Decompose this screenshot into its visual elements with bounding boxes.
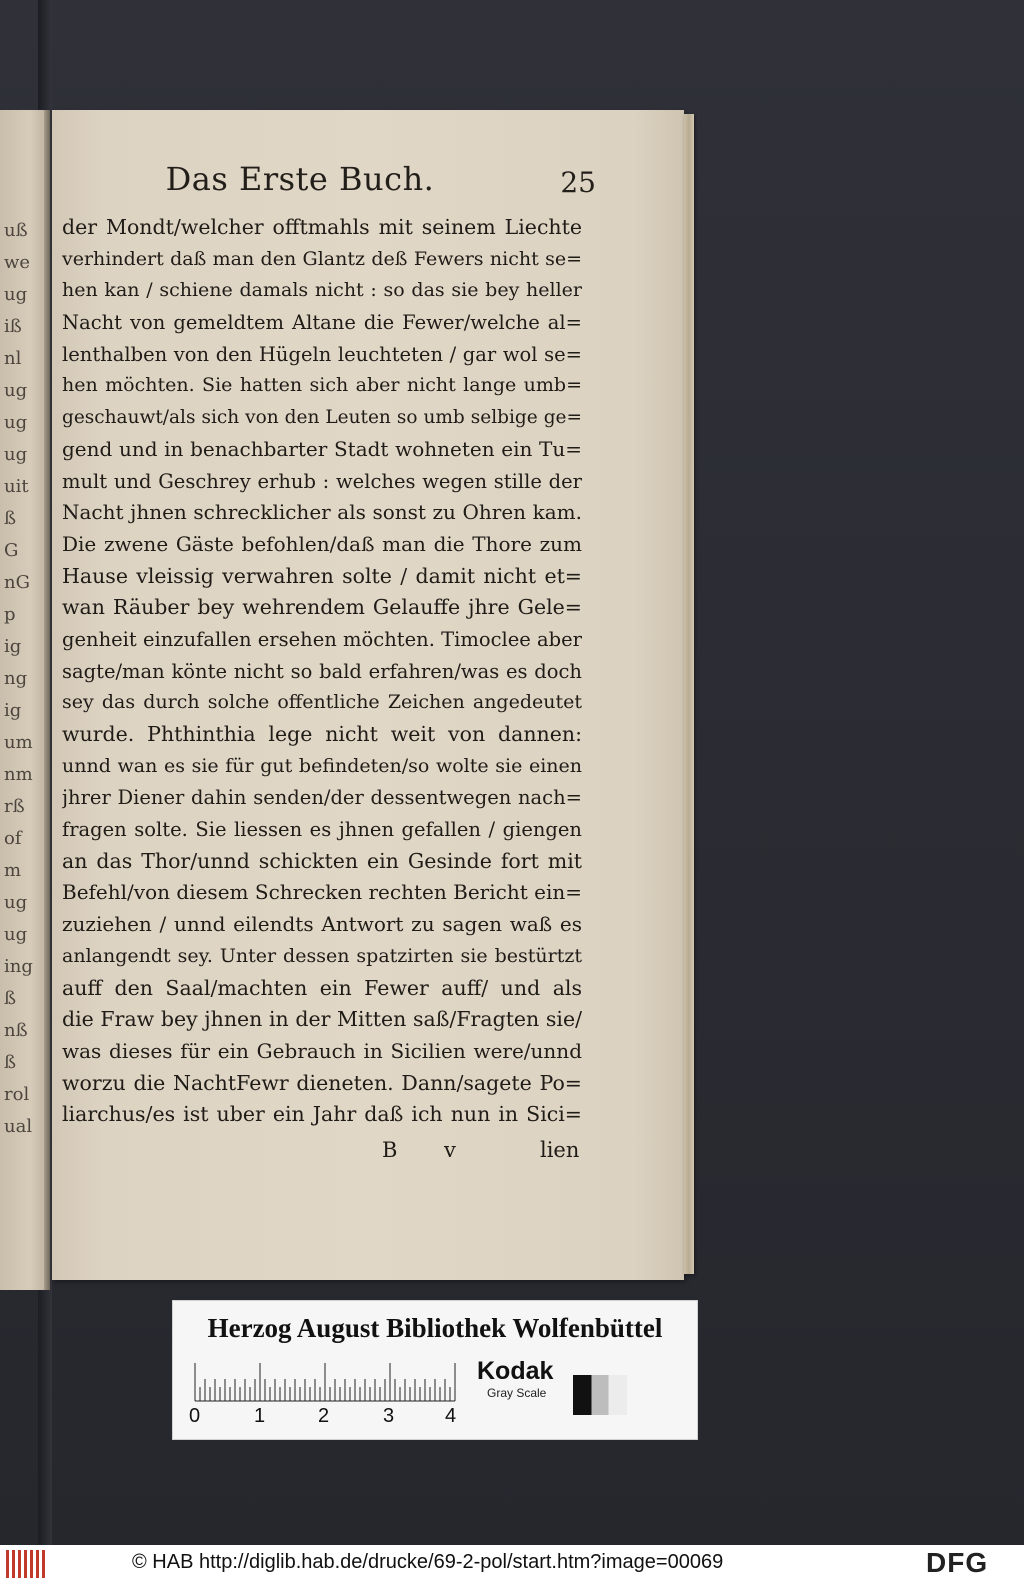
- text-line: anlangendt sey. Unter dessen spatzirten sie bestürtzt: [62, 944, 582, 967]
- footer-bar: [0, 1545, 1024, 1582]
- ruler-label: 1: [254, 1405, 266, 1427]
- left-page-fragment: ug: [4, 284, 28, 305]
- kodak-sublabel: Gray Scale: [487, 1386, 547, 1400]
- text-line: sey das durch solche offentliche Zeichen angedeutet: [62, 691, 582, 714]
- text-line: liarchus/es ist uber ein Jahr daß ich nun in Sici=: [62, 1102, 582, 1127]
- left-page-fragment: ß: [4, 1052, 17, 1073]
- left-page-fragment: of: [4, 828, 22, 849]
- left-page-fragment: p: [4, 604, 16, 625]
- left-page-fragment: ß: [4, 508, 17, 529]
- text-line: der Mondt/welcher offtmahls mit seinem Liechte: [62, 215, 582, 239]
- text-line: verhindert daß man den Glantz deß Fewers nicht se=: [62, 247, 582, 270]
- left-page-fragment: uß: [4, 220, 28, 241]
- left-page-fragment: we: [4, 252, 31, 273]
- left-page-fragment: ig: [4, 636, 22, 657]
- left-page-fragment: ing: [4, 956, 33, 977]
- left-page-text-fragments: [4, 215, 44, 1143]
- left-page-fragment: um: [4, 732, 33, 753]
- ruler-label: 4: [445, 1405, 457, 1427]
- text-line: die Fraw bey jhnen in der Mitten saß/Fragten sie/: [62, 1007, 582, 1032]
- text-line: zuziehen / unnd eilendts Antwort zu sagen waß es: [62, 912, 582, 937]
- left-page-fragment: ual: [4, 1116, 33, 1137]
- left-page-fragment: ug: [4, 892, 28, 913]
- left-page-fragment: rß: [4, 796, 25, 817]
- left-page-fragment: nG: [4, 572, 30, 593]
- kodak-label: Kodak: [477, 1357, 554, 1385]
- running-head: Das Erste Buch.: [165, 160, 435, 198]
- signature-number: v: [444, 1138, 456, 1162]
- left-page-fragment: iß: [4, 316, 22, 337]
- hab-logo-icon: [6, 1550, 46, 1578]
- text-line: Die zwene Gäste befohlen/daß man die Thore zum: [62, 531, 582, 556]
- ruler-label: 0: [189, 1405, 201, 1427]
- text-line: geschauwt/als sich von den Leuten so umb selbige ge=: [62, 407, 582, 429]
- left-page-fragment: uit: [4, 476, 29, 497]
- ruler-label: 2: [318, 1405, 330, 1427]
- gray-scale-swatch: [573, 1375, 627, 1415]
- left-page-fragment: nm: [4, 764, 33, 785]
- text-line: jhrer Diener dahin senden/der dessentwegen nach=: [62, 786, 582, 810]
- footer-credit: © HAB http://diglib.hab.de/drucke/69-2-pol/start.htm?image=00069: [132, 1551, 724, 1573]
- text-line: Nacht von gemeldtem Altane die Fewer/welche al=: [62, 311, 582, 335]
- text-line: unnd wan es sie für gut befindeten/so wolte sie einen: [62, 754, 582, 777]
- text-line: fragen solte. Sie liessen es jhnen gefallen / giengen: [62, 818, 582, 842]
- text-line: sagte/man könte nicht so bald erfahren/was es doch: [62, 659, 582, 683]
- text-line: auff den Saal/machten ein Fewer auff/ und als: [62, 975, 582, 1000]
- left-page-fragment: m: [4, 860, 22, 881]
- text-line: Nacht jhnen schrecklicher als sonst zu Ohren kam.: [62, 500, 582, 525]
- text-line: mult und Geschrey erhub : welches wegen stille der: [62, 469, 582, 493]
- left-page-fragment: nl: [4, 348, 22, 369]
- library-color-slip: [172, 1300, 698, 1440]
- text-line: hen möchten. Sie hatten sich aber nicht lange umb=: [62, 374, 582, 397]
- text-line: wurde. Phthinthia lege nicht weit von dannen:: [62, 722, 582, 746]
- left-page-fragment: ug: [4, 444, 28, 465]
- left-page-fragment: nß: [4, 1020, 28, 1041]
- signature-line: [62, 1138, 582, 1170]
- text-line: genheit einzufallen ersehen möchten. Timoclee aber: [62, 627, 582, 651]
- text-line: gend und in benachbarter Stadt wohneten ein Tu=: [62, 436, 582, 461]
- text-line: hen kan / schiene damals nicht : so das sie bey heller: [62, 279, 582, 302]
- ruler-label: 3: [383, 1405, 395, 1427]
- left-page-fragment: rol: [4, 1084, 30, 1105]
- left-page-fragment: ug: [4, 380, 28, 401]
- page-stack-edge: [684, 114, 694, 1274]
- left-page-fragment: ug: [4, 412, 28, 433]
- library-name: Herzog August Bibliothek Wolfenbüttel: [207, 1313, 663, 1343]
- text-line: an das Thor/unnd schickten ein Gesinde fort mit: [62, 848, 582, 873]
- body-text: [62, 212, 582, 1131]
- ruler-scale: [193, 1361, 463, 1405]
- page-number: 25: [560, 166, 596, 199]
- left-page-fragment: ng: [4, 668, 28, 689]
- text-line: Hause vleissig verwahren solte / damit nicht et=: [62, 563, 582, 588]
- left-page-fragment: ig: [4, 700, 22, 721]
- catchword: lien: [540, 1138, 580, 1162]
- text-line: worzu die NachtFewr dieneten. Dann/sagete Po=: [62, 1070, 582, 1095]
- text-line: wan Räuber bey wehrendem Gelauffe jhre Gele=: [62, 595, 582, 620]
- text-line: lenthalben von den Hügeln leuchteten / gar wol se=: [62, 342, 582, 366]
- left-page-fragment: ß: [4, 988, 17, 1009]
- dfg-logo: DFG: [926, 1547, 989, 1578]
- left-page-fragment: ug: [4, 924, 28, 945]
- signature-mark: B: [382, 1138, 398, 1162]
- text-line: Befehl/von diesem Schrecken rechten Bericht ein=: [62, 880, 582, 905]
- left-page-edge: [44, 110, 50, 1290]
- text-line: was dieses für ein Gebrauch in Sicilien were/unnd: [62, 1038, 582, 1063]
- left-page-fragment: G: [4, 540, 19, 561]
- left-facing-page: [0, 110, 50, 1290]
